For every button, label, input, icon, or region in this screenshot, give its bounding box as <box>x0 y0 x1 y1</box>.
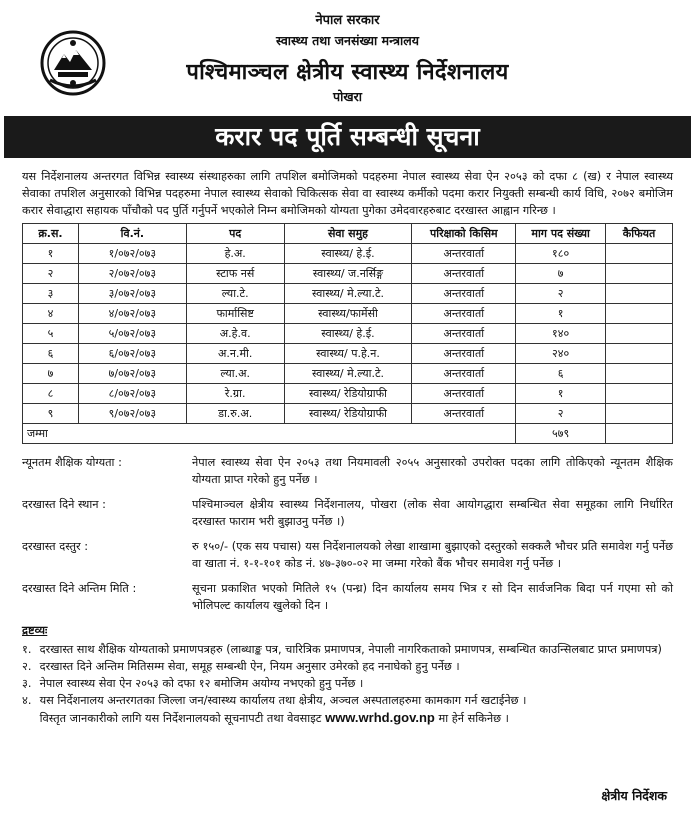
cell-adv-no: १/०७२/०७३ <box>78 244 186 264</box>
cell-sn: ५ <box>23 324 79 344</box>
cell-adv-no: २/०७२/०७३ <box>78 264 186 284</box>
cell-sn: ९ <box>23 404 79 424</box>
website-link[interactable]: www.wrhd.gov.np <box>325 710 435 725</box>
col-header-service-group: सेवा समुह <box>284 224 412 244</box>
note-item <box>22 658 673 675</box>
cell-post: अ.न.मी. <box>186 344 284 364</box>
cell-exam-type: अन्तरवार्ता <box>412 364 516 384</box>
cell-service-group: स्वास्थ्य/ मे.ल्या.टे. <box>284 364 412 384</box>
note-number: ३. <box>22 677 32 690</box>
info-label-deadline: दरखास्त दिने अन्तिम मिति : <box>22 582 137 595</box>
total-label: जम्मा <box>23 424 516 444</box>
cell-remarks <box>606 324 673 344</box>
col-header-adv-no: वि.नं. <box>78 224 186 244</box>
col-header-remarks: कैफियत <box>606 224 673 244</box>
table-row <box>23 324 673 344</box>
cell-sn: १ <box>23 244 79 264</box>
table-row <box>23 404 673 424</box>
note-text: यस निर्देशनालय अन्तरगतका जिल्ला जन/स्वास्थ्य कार्यालय तथा क्षेत्रीय, अञ्चल अस्पतालहरुमा कामकाग गर्न खटाईनेछ । <box>39 694 527 707</box>
table-row <box>23 264 673 284</box>
cell-service-group: स्वास्थ्य/ हे.ई. <box>284 324 412 344</box>
table-row <box>23 384 673 404</box>
cell-adv-no: ९/०७२/०७३ <box>78 404 186 424</box>
table-row <box>23 304 673 324</box>
note-item <box>22 641 673 658</box>
cell-exam-type: अन्तरवार्ता <box>412 384 516 404</box>
note-item <box>22 692 673 709</box>
cell-post: रे.ग्रा. <box>186 384 284 404</box>
table-row <box>23 244 673 264</box>
cell-service-group: स्वास्थ्य/ हे.ई. <box>284 244 412 264</box>
cell-post: डा.रु.अ. <box>186 404 284 424</box>
office-name: पश्चिमाञ्चल क्षेत्रीय स्वास्थ्य निर्देशनालय <box>186 60 509 85</box>
note-text: नेपाल स्वास्थ्य सेवा ऐन २०५३ को दफा १२ बमोजिम अयोग्य नभएको हुनु पर्नेछ । <box>39 677 364 690</box>
info-item <box>22 496 673 530</box>
info-label-place: दरखास्त दिने स्थान : <box>22 498 106 511</box>
cell-remarks <box>606 284 673 304</box>
cell-exam-type: अन्तरवार्ता <box>412 244 516 264</box>
cell-adv-no: ८/०७२/०७३ <box>78 384 186 404</box>
note-item <box>22 675 673 692</box>
cell-exam-type: अन्तरवार्ता <box>412 304 516 324</box>
cell-service-group: स्वास्थ्य/ मे.ल्या.टे. <box>284 284 412 304</box>
cell-adv-no: ६/०७२/०७३ <box>78 344 186 364</box>
cell-remarks <box>606 404 673 424</box>
cell-demand-count: १ <box>516 304 606 324</box>
info-label-fee: दरखास्त दस्तुर : <box>22 540 89 553</box>
cell-demand-count: २ <box>516 284 606 304</box>
intro-paragraph: यस निर्देशनालय अन्तरगत विभिन्न स्वास्थ्य संस्थाहरुका लागि तपशिल बमोजिमको पदहरुमा नेपाल स्वास्थ्य सेवा ऐन २०५३ को दफा ८ (ख) र नेपाल स्वास्थ्य सेवाका तपशिल अनुसारको विभिन्न पदहरुमा नेपाल स्वास्थ्य सेवाको चिकित्सक सेवा वा स्वास्थ्य कर्मीको पदमा करार नियुक्ती सम्बन्धी कार्य विधि, २०७२ बमोजिम करार सेवाद्धारा सहायक पाँचौको पद पुर्ति गर्नुपर्ने भएकोले निम्न बमोजिमको योग्यता पुगेका उमेदवारहरुबाट दरखास्त आह्वान गरिन्छ । <box>22 170 673 217</box>
website-note-prefix: विस्तृत जानकारीको लागि यस निर्देशनालयको सूचनापटी तथा वेवसाइट <box>39 712 322 725</box>
table-header-row <box>23 224 673 244</box>
cell-remarks <box>606 364 673 384</box>
cell-demand-count: १ <box>516 384 606 404</box>
cell-adv-no: ७/०७२/०७३ <box>78 364 186 384</box>
info-item <box>22 454 673 488</box>
info-text-qualification: नेपाल स्वास्थ्य सेवा ऐन २०५३ तथा नियमावली २०५५ अनुसारको उपरोक्त पदका लागि तोकिएको न्यूनतम शैक्षिक योग्यता प्राप्त गरेको हुनु पर्नेछ । <box>192 456 673 486</box>
letterhead <box>0 0 695 108</box>
cell-remarks <box>606 264 673 284</box>
notice-title-banner: करार पद पूर्ति सम्बन्धी सूचना <box>4 116 691 158</box>
ministry-name: स्वास्थ्य तथा जनसंख्या मन्त्रालय <box>275 33 419 48</box>
website-note-suffix: मा हेर्न सकिनेछ । <box>438 712 509 725</box>
cell-sn: २ <box>23 264 79 284</box>
cell-exam-type: अन्तरवार्ता <box>412 324 516 344</box>
cell-service-group: स्वास्थ्य/ रेडियोग्राफी <box>284 384 412 404</box>
cell-remarks <box>606 244 673 264</box>
cell-remarks <box>606 344 673 364</box>
info-item <box>22 580 673 614</box>
table-row <box>23 364 673 384</box>
cell-post: ल्या.अ. <box>186 364 284 384</box>
cell-post: फार्मासिष्ट <box>186 304 284 324</box>
info-text-place: पश्चिमाञ्चल क्षेत्रीय स्वास्थ्य निर्देशनालय, पोखरा (लोक सेवा आयोगद्धारा सम्बन्धित सेवा समूहका लागि निर्धारित दरखास्त फाराम भरी बुझाउनु पर्नेछ ।) <box>192 498 673 528</box>
cell-demand-count: २ <box>516 404 606 424</box>
info-text-deadline: सूचना प्रकाशित भएको मितिले १५ (पन्ध्र) दिन कार्यालय समय भित्र र सो दिन सार्वजनिक बिदा पर्न गएमा सो को भोलिपल्ट कार्यालय खुलेको दिन । <box>192 582 673 612</box>
cell-sn: ४ <box>23 304 79 324</box>
total-remarks <box>606 424 673 444</box>
website-note <box>22 709 673 727</box>
cell-exam-type: अन्तरवार्ता <box>412 344 516 364</box>
cell-remarks <box>606 304 673 324</box>
table-row <box>23 344 673 364</box>
note-number: ४. <box>22 694 32 707</box>
cell-exam-type: अन्तरवार्ता <box>412 284 516 304</box>
cell-adv-no: ५/०७२/०७३ <box>78 324 186 344</box>
cell-service-group: स्वास्थ्य/फार्मेसी <box>284 304 412 324</box>
cell-demand-count: ६ <box>516 364 606 384</box>
signature-title: क्षेत्रीय निर्देशक <box>601 788 667 803</box>
col-header-exam-type: परिक्षाको किसिम <box>412 224 516 244</box>
cell-sn: ६ <box>23 344 79 364</box>
note-number: २. <box>22 660 32 673</box>
cell-sn: ३ <box>23 284 79 304</box>
cell-post: हे.अ. <box>186 244 284 264</box>
info-text-fee: रु १५०/- (एक सय पचास) यस निर्देशनालयको लेखा शाखामा बुझाएको दस्तुरको सक्कलै भौचर प्रति समावेश गर्नु पर्नेछ वा खाता नं. १-१-१०१ कोड नं. ४७-३७०-०२ मा जम्मा गरेको बैंक भौचर समावेश गर्नु पर्नेछ । <box>192 540 673 570</box>
cell-exam-type: अन्तरवार्ता <box>412 404 516 424</box>
cell-post: ल्या.टे. <box>186 284 284 304</box>
cell-demand-count: ७ <box>516 264 606 284</box>
cell-post: अ.हे.व. <box>186 324 284 344</box>
note-number: १. <box>22 643 32 656</box>
total-value: ५७९ <box>516 424 606 444</box>
col-header-sn: क्र.स. <box>23 224 79 244</box>
office-city: पोखरा <box>333 89 362 104</box>
cell-sn: ८ <box>23 384 79 404</box>
cell-post: स्टाफ नर्स <box>186 264 284 284</box>
cell-demand-count: १४० <box>516 324 606 344</box>
government-name: नेपाल सरकार <box>315 13 380 28</box>
cell-remarks <box>606 384 673 404</box>
table-row <box>23 284 673 304</box>
cell-service-group: स्वास्थ्य/ ज.नर्सिङ्ग <box>284 264 412 284</box>
info-label-qualification: न्यूनतम शैक्षिक योग्यता : <box>22 456 122 469</box>
note-text: दरखास्त साथ शैक्षिक योग्यताको प्रमाणपत्रहरु (लाब्धाङ्क पत्र, चारित्रिक प्रमाणपत्र, नेपाली नागरिकताको प्रमाणपत्र, सम्बन्धित काउन्सिलबाट प्राप्त प्रमाणपत्र) <box>39 643 662 656</box>
cell-sn: ७ <box>23 364 79 384</box>
cell-service-group: स्वास्थ्य/ रेडियोग्राफी <box>284 404 412 424</box>
notes-title: द्रष्टव्यः <box>22 624 48 637</box>
cell-demand-count: २४० <box>516 344 606 364</box>
cell-adv-no: ४/०७२/०७३ <box>78 304 186 324</box>
col-header-demand-count: माग पद संख्या <box>516 224 606 244</box>
note-text: दरखास्त दिने अन्तिम मितिसम्म सेवा, समूह सम्बन्धी ऐन, नियम अनुसार उमेरको हद ननाघेको हुनु पर्नेछ । <box>39 660 460 673</box>
col-header-post: पद <box>186 224 284 244</box>
cell-exam-type: अन्तरवार्ता <box>412 264 516 284</box>
posts-table <box>22 223 673 444</box>
cell-service-group: स्वास्थ्य/ प.हे.न. <box>284 344 412 364</box>
requirements-section <box>22 454 673 614</box>
cell-adv-no: ३/०७२/०७३ <box>78 284 186 304</box>
cell-demand-count: १८० <box>516 244 606 264</box>
notes-section <box>22 622 673 727</box>
table-total-row <box>23 424 673 444</box>
info-item <box>22 538 673 572</box>
